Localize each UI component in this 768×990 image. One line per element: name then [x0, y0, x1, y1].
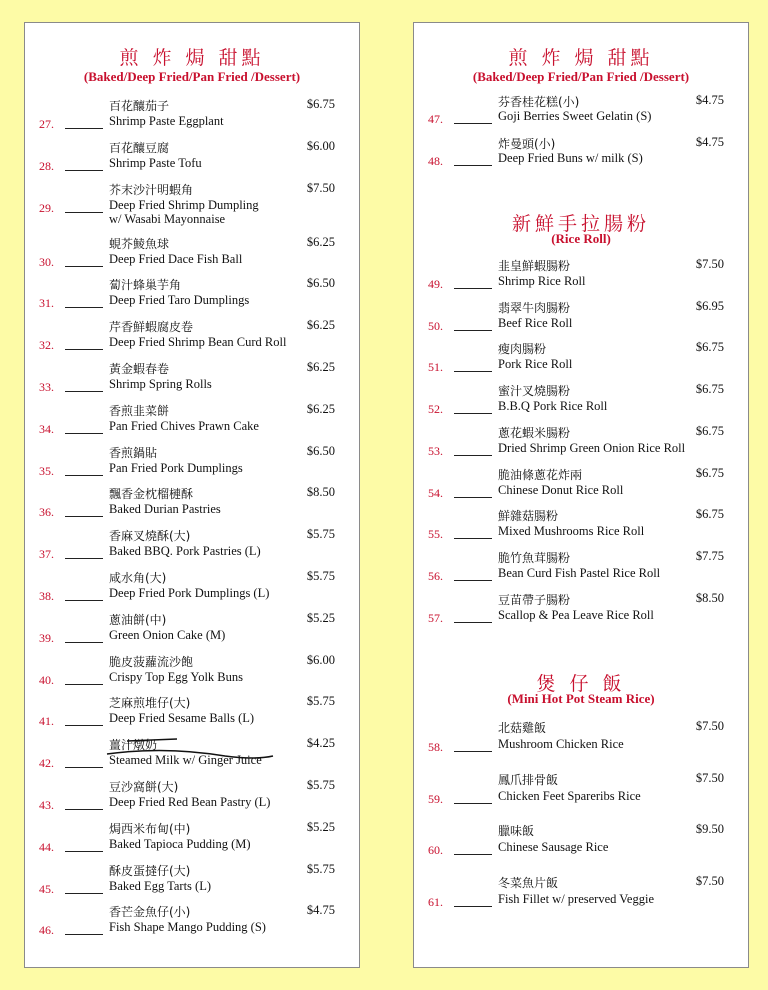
item-name-en: Pork Rice Roll: [498, 357, 573, 372]
item-price: $7.50: [306, 180, 335, 195]
item-price: $6.50: [306, 443, 335, 458]
strikethrough-mark: [105, 734, 275, 762]
item-name-cn: 臘味飯: [498, 824, 535, 838]
item-number: 27.: [39, 117, 54, 131]
item-price: $6.75: [695, 423, 724, 438]
item-number: 54.: [428, 485, 443, 500]
item-name-en: Baked Egg Tarts (L): [109, 878, 211, 893]
menu-item: [25, 360, 359, 400]
item-price: $5.75: [306, 527, 335, 542]
item-name-en: Deep Fried Shrimp Dumpling: [109, 197, 259, 212]
order-blank-line: [454, 330, 492, 331]
menu-item: [25, 402, 359, 442]
item-name-cn: 百花釀豆腐: [109, 140, 170, 155]
item-number: 57.: [428, 610, 443, 625]
item-price: $5.25: [306, 610, 335, 625]
order-blank-line: [65, 433, 103, 434]
order-blank-line: [454, 622, 492, 623]
menu-item: [414, 466, 748, 506]
menu-item: [414, 93, 748, 133]
order-blank-line: [454, 580, 492, 581]
item-number: 59.: [428, 791, 443, 806]
order-blank-line: [65, 642, 103, 643]
item-name-cn: 蔥花蝦米腸粉: [498, 425, 571, 440]
item-name-en: Deep Fried Dace Fish Ball: [109, 251, 243, 266]
item-price: $7.50: [695, 770, 724, 785]
item-number: 49.: [428, 277, 443, 291]
item-name-en: Deep Fried Red Bean Pastry (L): [109, 795, 271, 809]
menu-item: [414, 424, 748, 464]
item-name-cn: 酥皮蛋撻仔(大): [109, 863, 191, 878]
item-price: $6.75: [695, 340, 724, 355]
item-name-en: Crispy Top Egg Yolk Buns: [109, 669, 243, 684]
item-name-en-line2: w/ Wasabi Mayonnaise: [109, 211, 226, 226]
order-blank-line: [454, 165, 492, 166]
menu-item: [25, 180, 359, 226]
item-name-cn: 香煎鍋貼: [109, 445, 158, 460]
order-blank-line: [454, 803, 492, 804]
item-number: 30.: [39, 254, 54, 269]
item-name-cn: 鮮雜菇腸粉: [498, 509, 559, 524]
item-name-en: Bean Curd Fish Pastel Rice Roll: [498, 565, 661, 580]
item-price: $6.00: [306, 652, 335, 667]
item-name-cn: 冬菜魚片飯: [498, 875, 559, 890]
item-name-en: Deep Fried Shrimp Bean Curd Roll: [109, 335, 287, 350]
item-name-cn: 豆沙窩餅(大): [109, 780, 179, 794]
item-price: $6.75: [695, 465, 724, 480]
item-name-cn: 飄香金枕榴槤酥: [109, 487, 194, 502]
item-name-cn: 蜜汁叉燒腸粉: [498, 384, 571, 399]
item-price: $5.75: [306, 694, 335, 709]
item-name-cn: 韭皇鮮蝦腸粉: [498, 259, 571, 273]
order-blank-line: [65, 128, 103, 129]
item-name-en: Shrimp Paste Tofu: [109, 155, 202, 170]
item-number: 41.: [39, 714, 54, 729]
item-number: 58.: [428, 740, 443, 754]
order-blank-line: [65, 516, 103, 517]
item-name-cn: 蔔汁蜂巢芋角: [109, 278, 182, 293]
item-number: 38.: [39, 589, 54, 603]
item-price: $6.25: [306, 234, 335, 249]
section-title-cn: 煲 仔 飯: [536, 673, 626, 695]
order-blank-line: [454, 455, 492, 456]
item-price: $6.95: [695, 298, 724, 313]
item-name-en: Chinese Donut Rice Roll: [498, 482, 624, 497]
item-price: $4.75: [695, 134, 724, 149]
item-number: 39.: [39, 630, 54, 645]
item-name-en: Baked BBQ. Pork Pastries (L): [109, 544, 261, 559]
item-name-cn: 脆油條蔥花炸兩: [498, 467, 583, 482]
item-number: 34.: [39, 421, 54, 436]
order-blank-line: [65, 851, 103, 852]
item-number: 35.: [39, 463, 54, 478]
order-blank-line: [65, 349, 103, 350]
item-name-cn: 黃金蝦春卷: [109, 362, 170, 376]
menu-item: [414, 822, 748, 862]
item-number: 53.: [428, 443, 443, 458]
order-blank-line: [454, 538, 492, 539]
item-name-en: Baked Durian Pastries: [109, 502, 221, 517]
menu-item: [25, 318, 359, 358]
item-price: $4.75: [306, 903, 335, 918]
menu-item: [25, 862, 359, 902]
menu-item: [25, 527, 359, 567]
item-name-en: Deep Fried Taro Dumplings: [109, 293, 250, 308]
section-title-en: (Baked/Deep Fried/Pan Fried /Dessert): [472, 69, 690, 84]
menu-item: [414, 771, 748, 811]
menu-item: [414, 257, 748, 297]
item-number: 55.: [428, 527, 443, 542]
section-title-en: (Mini Hot Pot Steam Rice): [507, 691, 655, 706]
item-name-cn: 蔥油餅(中): [109, 612, 167, 627]
item-price: $5.75: [306, 778, 335, 792]
menu-item: [414, 549, 748, 589]
menu-item: [414, 382, 748, 422]
item-price: $9.50: [695, 822, 724, 836]
menu-item: [25, 611, 359, 651]
order-blank-line: [65, 391, 103, 392]
item-price: $7.50: [695, 719, 724, 733]
item-number: 28.: [39, 158, 54, 173]
item-name-cn: 炸曼頭(小): [498, 136, 556, 151]
item-name-en: Dried Shrimp Green Onion Rice Roll: [498, 440, 686, 455]
order-blank-line: [65, 266, 103, 267]
item-name-en: Shrimp Paste Eggplant: [109, 114, 224, 128]
order-blank-line: [454, 371, 492, 372]
menu-item: [25, 694, 359, 734]
item-price: $6.50: [306, 276, 335, 291]
section-title-cn: 煎 炸 焗 甜點: [508, 47, 654, 69]
menu-item: [25, 778, 359, 818]
item-name-en: Pan Fried Chives Prawn Cake: [109, 418, 259, 433]
section-title-cn: 新鮮手拉腸粉: [511, 213, 650, 235]
item-name-en: Shrimp Spring Rolls: [109, 377, 212, 391]
item-number: 61.: [428, 894, 443, 909]
item-number: 43.: [39, 798, 54, 812]
order-blank-line: [65, 684, 103, 685]
item-number: 48.: [428, 153, 443, 168]
item-price: $6.25: [306, 401, 335, 416]
menu-item: [414, 299, 748, 339]
section-title-en: (Baked/Deep Fried/Pan Fried /Dessert): [83, 69, 301, 84]
order-blank-line: [454, 123, 492, 124]
menu-item: [25, 276, 359, 316]
item-price: $5.25: [306, 819, 335, 834]
item-name-cn: 芥末沙汁明蝦角: [109, 182, 194, 197]
item-price: $6.75: [695, 382, 724, 397]
item-price: $6.75: [695, 507, 724, 522]
item-name-cn: 焗西米布甸(中): [109, 821, 191, 836]
item-number: 29.: [39, 200, 54, 215]
item-name-cn: 芬香桂花糕(小): [498, 95, 580, 109]
item-number: 44.: [39, 839, 54, 854]
order-blank-line: [454, 497, 492, 498]
item-number: 32.: [39, 338, 54, 353]
menu-item: [414, 340, 748, 380]
item-number: 36.: [39, 505, 54, 520]
item-name-cn: 香麻叉燒酥(大): [109, 529, 191, 544]
item-name-cn: 薑汁燉奶: [109, 738, 158, 753]
item-name-en: Mushroom Chicken Rice: [498, 737, 624, 751]
order-blank-line: [65, 809, 103, 810]
item-name-cn: 瘦肉腸粉: [498, 342, 547, 357]
section-title-cn: 煎 炸 焗 甜點: [119, 47, 265, 69]
item-price: $7.75: [695, 548, 724, 563]
item-name-cn: 翡翠牛肉腸粉: [498, 300, 571, 315]
item-name-en: Shrimp Rice Roll: [498, 274, 586, 288]
menu-item: [414, 719, 748, 759]
order-blank-line: [454, 288, 492, 289]
item-number: 56.: [428, 568, 443, 583]
item-name-cn: 百花釀茄子: [109, 99, 170, 113]
menu-item: [25, 736, 359, 776]
item-number: 46.: [39, 923, 54, 938]
section-title-en: (Rice Roll): [551, 231, 611, 246]
item-number: 33.: [39, 380, 54, 394]
left-menu-panel: [24, 22, 360, 968]
item-price: $8.50: [695, 590, 724, 605]
menu-item: [25, 444, 359, 484]
order-blank-line: [65, 893, 103, 894]
item-name-en: Mixed Mushrooms Rice Roll: [498, 524, 645, 539]
order-blank-line: [454, 751, 492, 752]
menu-item: [414, 591, 748, 631]
item-name-cn: 香煎韭菜餅: [109, 403, 170, 418]
order-blank-line: [65, 767, 103, 768]
item-name-cn: 鳳爪排骨飯: [498, 772, 559, 787]
order-blank-line: [454, 854, 492, 855]
item-name-en: Deep Fried Pork Dumplings (L): [109, 586, 270, 600]
order-blank-line: [454, 413, 492, 414]
item-name-en: Deep Fried Sesame Balls (L): [109, 711, 255, 726]
item-price: $5.75: [306, 861, 335, 876]
item-name-en: Beef Rice Roll: [498, 315, 573, 330]
item-name-en: Goji Berries Sweet Gelatin (S): [498, 109, 652, 123]
order-blank-line: [65, 170, 103, 171]
order-blank-line: [65, 212, 103, 213]
item-name-en: Green Onion Cake (M): [109, 627, 226, 642]
menu-item: [25, 903, 359, 943]
menu-item: [25, 97, 359, 137]
menu-item: [25, 485, 359, 525]
item-name-en: Baked Tapioca Pudding (M): [109, 836, 251, 851]
item-number: 40.: [39, 672, 54, 687]
item-number: 31.: [39, 296, 54, 311]
item-name-en: Fish Shape Mango Pudding (S): [109, 920, 266, 935]
order-blank-line: [65, 558, 103, 559]
item-price: $6.25: [306, 360, 335, 374]
order-blank-line: [65, 934, 103, 935]
item-number: 52.: [428, 402, 443, 417]
menu-item: [25, 569, 359, 609]
item-price: $6.75: [306, 97, 335, 111]
menu-item: [25, 235, 359, 275]
item-number: 50.: [428, 318, 443, 333]
item-name-en: Scallop & Pea Leave Rice Roll: [498, 607, 654, 622]
item-price: $4.25: [306, 736, 335, 751]
item-price: $8.50: [306, 485, 335, 500]
order-blank-line: [65, 307, 103, 308]
menu-item: [414, 874, 748, 914]
item-number: 60.: [428, 843, 443, 857]
item-name-en: Chicken Feet Spareribs Rice: [498, 788, 641, 803]
item-name-en: B.B.Q Pork Rice Roll: [498, 399, 608, 414]
item-name-en: Fish Fillet w/ preserved Veggie: [498, 891, 654, 906]
order-blank-line: [454, 906, 492, 907]
item-price: $6.00: [306, 138, 335, 153]
item-number: 42.: [39, 756, 54, 771]
item-name-cn: 脆皮菠蘿流沙飽: [109, 654, 194, 669]
item-price: $5.75: [306, 569, 335, 583]
right-menu-panel: [413, 22, 749, 968]
item-name-cn: 香芒金魚仔(小): [109, 905, 191, 920]
item-name-cn: 北菇雞飯: [498, 721, 547, 735]
item-price: $4.75: [695, 93, 724, 107]
menu-item: [25, 820, 359, 860]
order-blank-line: [65, 475, 103, 476]
item-number: 51.: [428, 360, 443, 375]
item-name-cn: 芹香鮮蝦腐皮卷: [109, 320, 194, 335]
item-name-en: Chinese Sausage Rice: [498, 840, 609, 854]
menu-item: [414, 507, 748, 547]
item-name-cn: 蜆芥鯪魚球: [109, 236, 170, 251]
menu-item: [414, 135, 748, 175]
item-name-en: Steamed Milk w/ Ginger Juice: [109, 753, 262, 768]
order-blank-line: [65, 600, 103, 601]
item-name-en: Deep Fried Buns w/ milk (S): [498, 150, 643, 165]
menu-item: [25, 653, 359, 693]
item-name-cn: 脆竹魚茸腸粉: [498, 550, 571, 565]
item-number: 37.: [39, 547, 54, 562]
item-name-en: Pan Fried Pork Dumplings: [109, 460, 243, 475]
item-name-cn: 豆苗帶子腸粉: [498, 592, 571, 607]
item-number: 45.: [39, 881, 54, 896]
menu-item: [25, 139, 359, 179]
item-name-cn: 芝麻煎堆仔(大): [109, 696, 191, 711]
item-price: $7.50: [695, 873, 724, 888]
order-blank-line: [65, 725, 103, 726]
item-name-cn: 咸水角(大): [109, 571, 167, 585]
item-price: $7.50: [695, 257, 724, 271]
item-price: $6.25: [306, 318, 335, 333]
item-number: 47.: [428, 112, 443, 126]
